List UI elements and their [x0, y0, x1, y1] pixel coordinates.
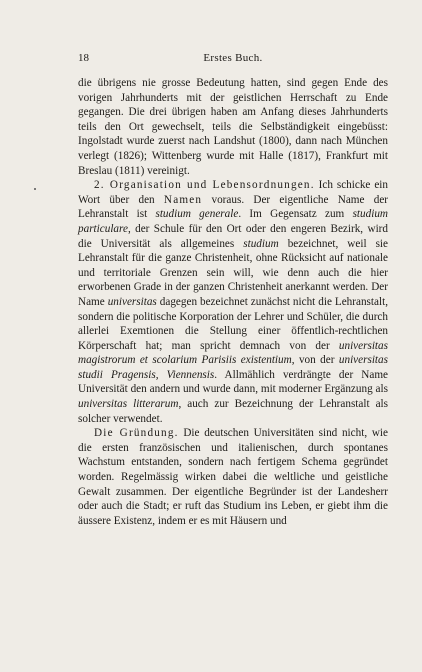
- text-run: , von der: [291, 354, 339, 367]
- spaced-heading: Namen: [163, 193, 203, 206]
- text-run: voraus. Der eigentliche Name der Lehranstalt ist: [78, 193, 389, 221]
- text-run: , der Schule für den Ort oder den engeren Bezirk, wird die Universität als allgemeines: [78, 222, 388, 250]
- page-number: 18: [78, 52, 89, 64]
- body-text: [78, 76, 388, 528]
- italic-term: studium: [243, 237, 279, 250]
- text-run: . Im Gegensatz zum: [238, 208, 353, 221]
- text-run: die übrigens nie grosse Bedeutung hatten, sind gegen Ende des vorigen Jahrhunderts mit der geistlichen Herrschaft zu Ende gegangen. Die drei übrigen haben am Anfang dieses Jahrhunderts teils den Ort gewechselt, teils die Selbständigkeit eingebüsst: Ingolstadt wurde zuerst nach Landshut (1800), dann nach München verlegt (1826); Wittenberg wurde mit Halle (1817), Frankfurt mit Breslau (1811) vereinigt.: [78, 77, 388, 177]
- italic-term: universitas: [107, 295, 157, 308]
- text-run: dagegen bezeichnet zunächst nicht die Lehranstalt, sondern die politische Korporation der Lehrer und Schüler, die durch allerlei Exemtionen die Stellung einer öffentlich-rechtlichen Körperschaft hat; man spricht demnach von der: [78, 295, 388, 352]
- italic-term: universitas studii Pragensis, Viennensis: [78, 354, 388, 381]
- text-run: . Allmählich verdrängte der Name Universität den andern und wurde dann, mit moderner Ergänzung als: [78, 368, 388, 396]
- page-header: [78, 52, 388, 68]
- italic-term: universitas magistrorum et scolarium Parisiis existentium: [78, 339, 388, 367]
- italic-term: universitas litterarum: [78, 398, 179, 411]
- paragraph-3: [78, 426, 388, 528]
- spaced-heading: 2. Organisation und Lebensordnungen.: [94, 179, 315, 192]
- paragraph-1: [78, 76, 388, 178]
- text-run: bezeichnet, weil sie Lehranstalt für die ganze Christenheit, ohne Rücksicht auf nationale und territoriale Grenzen sein will, wie denn auch die hier erworbenen Grade in der ganzen Christenheit anerkannt werden. Der Name: [78, 237, 388, 308]
- margin-speck: [34, 188, 36, 190]
- italic-term: studium generale: [155, 208, 239, 221]
- paragraph-2: [78, 178, 388, 426]
- text-run: Ich schicke ein Wort über den: [78, 179, 388, 206]
- text-run: Die deutschen Universitäten sind nicht, wie die ersten französischen und italienischen, durch spontanes Wachstum entstanden, sondern nach fertigem Schema gegründet worden. Regelmässig wirken dabei die weltliche und geistliche Gewalt zusammen. Der eigentliche Begründer ist der Landesherr oder auch die Stadt; er ruft das Studium ins Leben, er giebt ihm die äussere Existenz, indem er es mit Häusern und: [78, 427, 388, 527]
- running-head: Erstes Buch.: [203, 52, 263, 64]
- spaced-heading: Die Gründung.: [94, 427, 179, 440]
- text-run: , auch zur Bezeichnung der Lehranstalt als solcher verwendet.: [78, 398, 388, 425]
- italic-term: studium particulare: [78, 208, 388, 235]
